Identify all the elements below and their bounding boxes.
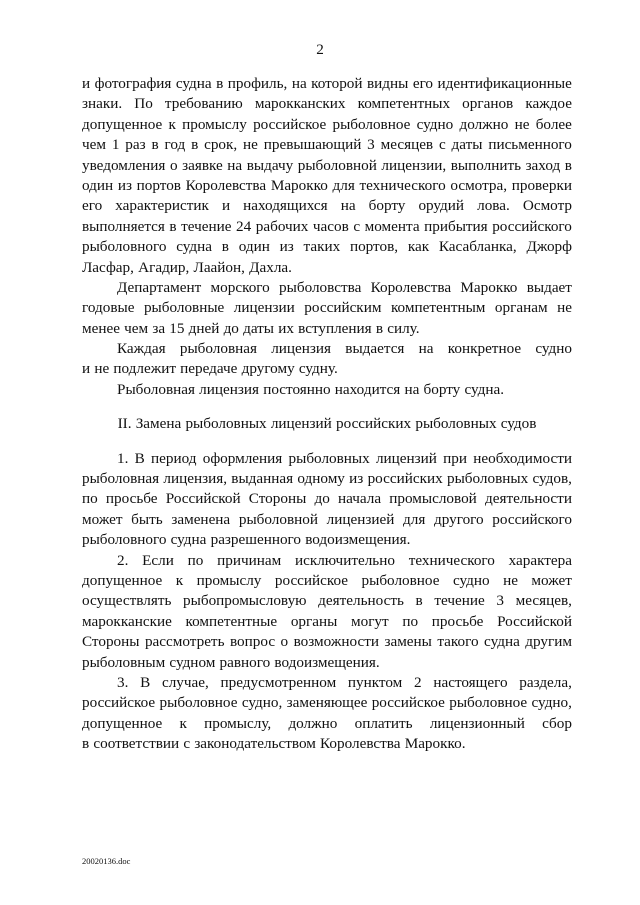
word: оплатить	[354, 714, 413, 732]
word: просьбе	[105, 490, 158, 508]
word: такого	[437, 633, 479, 651]
word: равного	[219, 653, 271, 671]
word: рыболовные	[143, 299, 225, 317]
word: Королевства	[370, 278, 452, 296]
word: выдается	[345, 340, 405, 358]
word: и	[221, 197, 231, 215]
word: Каждая	[117, 340, 166, 358]
text-line	[82, 469, 572, 489]
word: лова.	[477, 197, 510, 215]
word: не	[557, 299, 572, 317]
text-line	[82, 510, 572, 530]
word: менее	[82, 319, 120, 337]
word: Ласфар,	[82, 258, 134, 276]
word: постоянно	[263, 380, 331, 398]
text-line	[82, 632, 572, 652]
word: одному	[297, 470, 345, 488]
word: рыболовное	[332, 115, 411, 133]
text-line	[82, 714, 572, 734]
word: II.	[117, 415, 132, 433]
word: его	[82, 197, 103, 215]
word: и	[82, 360, 91, 378]
word: осуществлять	[82, 592, 172, 610]
word: российским	[304, 299, 382, 317]
text-line	[82, 612, 572, 632]
word: 24	[236, 217, 252, 235]
word: российское	[371, 694, 445, 712]
word: конкретное	[447, 340, 522, 358]
word: рыболовной	[297, 156, 377, 174]
word: рыболовства	[279, 278, 362, 296]
word: портов,	[349, 238, 399, 256]
paragraph	[82, 449, 572, 551]
word: Стороны	[82, 633, 140, 651]
word: характера	[508, 551, 572, 569]
word: Марокко.	[404, 735, 466, 753]
word: лицензия	[271, 340, 332, 358]
word: выдачу	[246, 156, 294, 174]
word: Королевства	[320, 735, 401, 753]
word: рассмотреть	[144, 633, 225, 651]
word: 2.	[117, 551, 129, 569]
word: Стороны	[248, 490, 307, 508]
word: как	[407, 238, 430, 256]
word: Агадир,	[138, 258, 190, 276]
text-line	[82, 278, 572, 298]
word: выполняется	[82, 217, 165, 235]
word: о	[280, 633, 289, 651]
word: за	[152, 319, 166, 337]
word: с	[353, 217, 361, 235]
text-line	[82, 359, 572, 379]
word: один	[238, 238, 270, 256]
word: в	[82, 735, 90, 753]
word: другим	[525, 633, 572, 651]
word: технического	[359, 176, 446, 194]
word: уведомления	[82, 156, 166, 174]
word: сбор	[542, 714, 572, 732]
word: момента	[364, 217, 420, 235]
word: рыбопромысловую	[183, 592, 307, 610]
word: передаче	[180, 360, 238, 378]
word: водоизмещения.	[274, 653, 380, 671]
word: видны	[367, 75, 409, 92]
word: 3	[367, 136, 375, 154]
word: судна	[175, 75, 212, 92]
word: настоящего	[433, 673, 508, 691]
word: чем	[124, 319, 149, 337]
word: российского	[492, 510, 572, 528]
word: идентификационные	[437, 75, 572, 92]
word: быть	[131, 510, 163, 528]
word: с	[438, 136, 446, 154]
word: рыболовных	[415, 415, 497, 433]
word: в	[151, 136, 159, 154]
word: российское	[253, 115, 327, 133]
word: на	[227, 156, 243, 174]
text-line	[82, 237, 572, 257]
word: не	[503, 571, 518, 589]
word: не	[243, 136, 258, 154]
word: причинам	[217, 551, 282, 569]
word: промыслу	[182, 115, 247, 133]
word: таких	[303, 238, 341, 256]
word: судов	[500, 415, 537, 433]
text-line	[82, 196, 572, 216]
word: лицензий	[375, 449, 437, 467]
word: годовые	[82, 299, 135, 317]
text-line	[82, 135, 572, 155]
word: другому	[241, 360, 295, 378]
word: судно	[416, 115, 454, 133]
word: рыболовной	[238, 510, 318, 528]
word: лицензия,	[163, 470, 228, 488]
text-line	[82, 653, 572, 673]
word: промыслу,	[204, 714, 272, 732]
word: не	[94, 360, 110, 378]
word: марокканских	[254, 95, 346, 113]
word: подлежит	[113, 360, 176, 378]
word: которой	[311, 75, 363, 92]
word: оформления	[202, 449, 283, 467]
word: год	[164, 136, 186, 154]
word: для	[332, 176, 355, 194]
word: по	[82, 490, 98, 508]
word: 3	[496, 592, 504, 610]
word: с	[183, 735, 191, 753]
word: марокканские	[82, 612, 172, 630]
word: заменяющее	[286, 694, 368, 712]
word: на	[340, 197, 356, 215]
text-line	[82, 449, 572, 469]
document-body	[82, 74, 572, 755]
word: начала	[337, 490, 382, 508]
word: судна	[484, 633, 520, 651]
word: судно,	[241, 694, 283, 712]
paragraph	[82, 278, 572, 339]
word: находящихся	[243, 197, 328, 215]
word: знаки.	[82, 95, 123, 113]
word: может	[82, 510, 123, 528]
word: заход	[525, 156, 561, 174]
word: предусмотренном	[220, 673, 337, 691]
word: выдает	[526, 278, 572, 296]
word: случае,	[161, 673, 209, 691]
word: морского	[210, 278, 270, 296]
word: при	[443, 449, 468, 467]
word: другого	[434, 510, 484, 528]
word: течение	[434, 592, 485, 610]
word: к	[175, 571, 184, 589]
word: превышающий	[263, 136, 362, 154]
text-line	[82, 530, 572, 550]
word: рыболовное	[361, 571, 440, 589]
word: в	[169, 217, 177, 235]
word: рыболовное	[159, 694, 238, 712]
word: органов	[462, 95, 514, 113]
word: борту	[423, 380, 461, 398]
word: письменного	[488, 136, 572, 154]
word: лицензии	[233, 299, 295, 317]
word: законодательством	[194, 735, 316, 753]
word: Марокко	[460, 278, 518, 296]
section-heading	[82, 414, 572, 434]
word: Марокко	[270, 176, 328, 194]
word: рыболовное	[449, 694, 528, 712]
word: проверки	[511, 176, 572, 194]
word: Королевства	[185, 176, 267, 194]
word: даты	[243, 319, 275, 337]
word: компетентных	[357, 95, 451, 113]
word: технического	[408, 551, 495, 569]
text-line	[82, 734, 572, 754]
word: Рыболовная	[117, 380, 195, 398]
word: рабочих	[255, 217, 309, 235]
word: до	[223, 319, 239, 337]
text-line	[82, 380, 572, 400]
word: могут	[351, 612, 389, 630]
word: соответствии	[93, 735, 180, 753]
word: находится	[334, 380, 401, 398]
word: осмотра,	[450, 176, 508, 194]
word: российское	[274, 571, 349, 589]
word: судна.	[464, 380, 505, 398]
word: лицензионный	[429, 714, 525, 732]
text-line	[82, 489, 572, 509]
word: профиль,	[227, 75, 288, 92]
word: судну.	[298, 360, 338, 378]
word: разрешенного	[210, 531, 301, 549]
word: месяцев	[380, 136, 434, 154]
word: характеристик	[115, 197, 209, 215]
word: заявке	[182, 156, 223, 174]
word: российского	[492, 217, 572, 235]
word: дней	[188, 319, 220, 337]
word: портов	[136, 176, 181, 194]
word: Если	[142, 551, 174, 569]
text-line	[82, 571, 572, 591]
word: Департамент	[117, 278, 202, 296]
word: рыболовного	[82, 238, 167, 256]
word: вопрос	[229, 633, 276, 651]
word: лицензией	[326, 510, 395, 528]
word: судном	[169, 653, 216, 671]
word: вступления	[298, 319, 372, 337]
word: пунктом	[347, 673, 403, 691]
word: в	[191, 136, 199, 154]
word: лицензии,	[381, 156, 447, 174]
word: органы	[290, 612, 338, 630]
word: его	[412, 75, 434, 92]
word: российских	[336, 415, 412, 433]
word: рыболовная	[82, 470, 160, 488]
word: лицензий	[270, 415, 332, 433]
word: Касабланка,	[438, 238, 517, 256]
word: месяцев,	[515, 592, 572, 610]
word: даты	[451, 136, 483, 154]
word: раз	[125, 136, 146, 154]
text-line	[82, 551, 572, 571]
word: 15	[169, 319, 185, 337]
word: раздела,	[519, 673, 572, 691]
word: органам	[494, 299, 548, 317]
word: В	[140, 673, 151, 691]
word: рыболовным	[82, 653, 166, 671]
word: 3.	[117, 673, 129, 691]
paragraph	[82, 74, 572, 278]
text-line	[82, 414, 572, 434]
word: допущенное	[82, 571, 163, 589]
word: на	[291, 75, 307, 92]
word: судно	[535, 340, 572, 358]
word: не	[514, 115, 530, 133]
text-line	[82, 693, 572, 713]
word: судов,	[532, 470, 572, 488]
word: Джорф	[526, 238, 572, 256]
text-line	[82, 591, 572, 611]
word: из	[117, 176, 132, 194]
word: Российской	[497, 612, 572, 630]
word: 2	[414, 673, 422, 691]
word: компетентные	[185, 612, 278, 630]
word: рыболовная	[179, 340, 257, 358]
paragraph	[82, 339, 572, 380]
word: судна	[170, 531, 207, 549]
word: российских	[367, 470, 443, 488]
word: судно	[452, 571, 490, 589]
word: просьбе	[431, 612, 484, 630]
word: российское	[82, 694, 156, 712]
word: прибытия	[424, 217, 488, 235]
text-line	[82, 94, 572, 114]
section-spacer	[82, 435, 572, 449]
word: допущенное	[82, 714, 163, 732]
word: к	[168, 115, 176, 133]
word: более	[535, 115, 572, 133]
word: По	[134, 95, 153, 113]
word: промысловой	[389, 490, 477, 508]
word: промыслу	[196, 571, 262, 589]
text-line	[82, 74, 572, 94]
word: каждое	[525, 95, 572, 113]
page-number: 2	[316, 41, 324, 58]
word: Лаайон,	[193, 258, 245, 276]
word: рыболовных	[288, 449, 370, 467]
word: В	[134, 449, 145, 467]
word: Российской	[165, 490, 241, 508]
word: на	[404, 380, 420, 398]
word: часов	[312, 217, 349, 235]
word: для	[403, 510, 426, 528]
word: в	[216, 75, 224, 92]
text-line	[82, 217, 572, 237]
word: борту	[368, 197, 406, 215]
word: срок,	[204, 136, 238, 154]
word: течение	[181, 217, 232, 235]
word: выполнить	[450, 156, 522, 174]
word: в	[221, 238, 229, 256]
word: 1	[111, 136, 120, 154]
word: Дахла.	[249, 258, 292, 276]
word: и	[82, 75, 91, 92]
text-line	[82, 673, 572, 693]
word: деятельность	[318, 592, 404, 610]
word: Замена	[135, 415, 182, 433]
text-line	[82, 319, 572, 339]
word: в	[415, 592, 423, 610]
word: 1.	[117, 449, 129, 467]
text-line	[82, 298, 572, 318]
word: силу.	[387, 319, 420, 337]
word: деятельности	[485, 490, 572, 508]
word: должно	[288, 714, 338, 732]
word: выданная	[231, 470, 294, 488]
word: их	[278, 319, 294, 337]
file-name-footer: 20020136.doc	[82, 856, 131, 866]
word: допущенное	[82, 115, 163, 133]
section-spacer	[82, 400, 572, 414]
word: судно,	[531, 694, 572, 712]
word: о	[169, 156, 178, 174]
text-line	[82, 258, 572, 278]
word: период	[151, 449, 197, 467]
word: компетентным	[390, 299, 486, 317]
paragraph	[82, 673, 572, 755]
word: в	[375, 319, 384, 337]
word: из	[279, 238, 294, 256]
text-line	[82, 115, 572, 135]
word: фотография	[94, 75, 172, 92]
text-line	[82, 339, 572, 359]
word: орудий	[418, 197, 465, 215]
text-line	[82, 156, 572, 176]
word: один	[82, 176, 114, 194]
word: исключительно	[294, 551, 395, 569]
word: заменена	[171, 510, 231, 528]
word: рыболовного	[82, 531, 167, 549]
text-line	[82, 176, 572, 196]
word: по	[402, 612, 419, 630]
word: из	[349, 470, 364, 488]
word: Осмотр	[522, 197, 572, 215]
paragraph	[82, 551, 572, 673]
word: необходимости	[473, 449, 572, 467]
word: до	[314, 490, 330, 508]
word: на	[418, 340, 434, 358]
paragraph	[82, 380, 572, 400]
word: к	[179, 714, 187, 732]
word: рыболовных	[185, 415, 267, 433]
word: водоизмещения.	[305, 531, 411, 549]
word: замены	[384, 633, 432, 651]
word: судна	[176, 238, 212, 256]
word: может	[531, 571, 572, 589]
word: чем	[82, 136, 106, 154]
word: в	[564, 156, 572, 174]
word: по	[187, 551, 204, 569]
word: должно	[459, 115, 509, 133]
word: рыболовных	[447, 470, 529, 488]
word: возможности	[293, 633, 379, 651]
word: требованию	[164, 95, 243, 113]
word: лицензия	[199, 380, 259, 398]
